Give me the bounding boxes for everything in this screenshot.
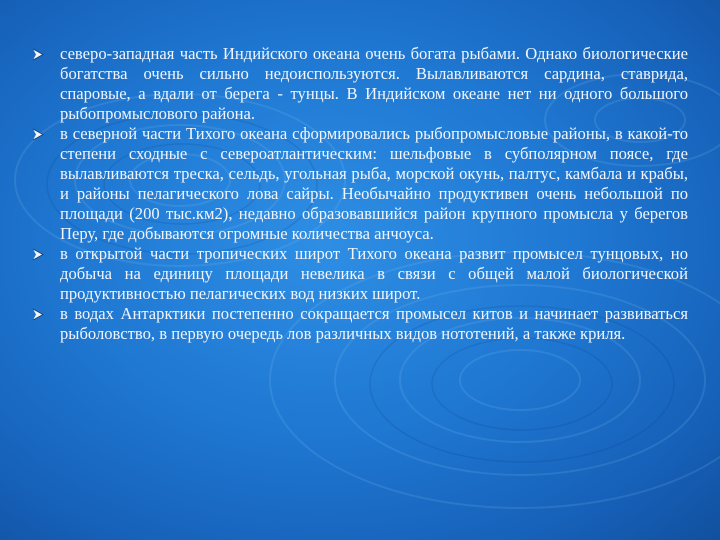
arrow-bullet-icon — [32, 48, 44, 61]
list-item — [32, 124, 688, 244]
arrow-bullet-icon — [32, 128, 44, 141]
arrow-bullet-icon — [32, 308, 44, 321]
list-item — [32, 44, 688, 124]
bullet-text: северо-западная часть Индийского океана очень богата рыбами. Однако биологические богатства очень сильно недоиспользуются. Вылавливаются сардина, ставрида, спаровые, а вдали от берега - тунцы. В Индийском океане нет ни одного большого рыбопромыслового района. — [60, 44, 688, 123]
list-item — [32, 244, 688, 304]
list-item — [32, 304, 688, 344]
bullet-list — [32, 44, 688, 344]
bullet-text: в северной части Тихого океана сформировались рыбопромысловые районы, в какой-то степени сходные с североатлантическим: шельфовые в субполярном поясе, где вылавливаются треска, сельдь, угольная рыба, морской окунь, палтус, камбала и крабы, и районы пелагического лова сайры. Необычайно продуктивен очень небольшой по площади (200 тыс.км2), недавно образовавшийся район крупного промысла у берегов Перу, где добываются огромные количества анчоуса. — [60, 124, 688, 243]
arrow-bullet-icon — [32, 248, 44, 261]
bullet-text: в открытой части тропических широт Тихого океана развит промысел тунцовых, но добыча на единицу площади невелика в связи с общей малой биологической продуктивностью пелагических вод низких широт. — [60, 244, 688, 303]
bullet-text: в водах Антарктики постепенно сокращается промысел китов и начинает развиваться рыболовство, в первую очередь лов различных видов нототений, а также криля. — [60, 304, 688, 343]
